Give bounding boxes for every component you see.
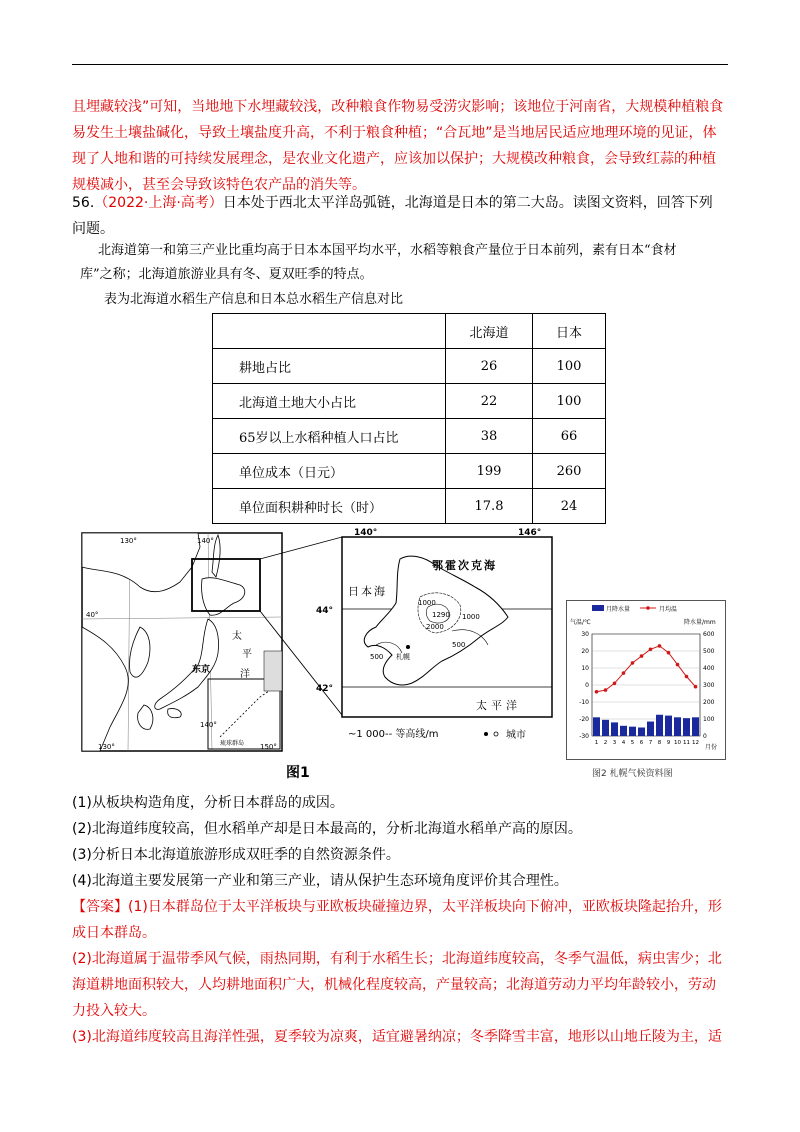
sapporo-label: 札幌 (396, 653, 410, 661)
y-right-axis-label: 降水量/mm (684, 619, 716, 626)
x-tick-label: 2 (603, 740, 608, 746)
table-cell: 66 (533, 419, 606, 454)
contour-label: 1000 (418, 599, 436, 607)
table-cell: 北海道土地大小占比 (213, 384, 446, 419)
precip-bar (647, 722, 654, 736)
question-number: 56. (72, 195, 95, 211)
table-cell: 17.8 (446, 489, 533, 524)
precip-bar (620, 726, 627, 736)
precip-bar (683, 718, 690, 736)
table-header-cell: 日本 (533, 314, 606, 349)
x-tick-label: 4 (621, 740, 626, 746)
table-row (213, 384, 606, 419)
climate-chart (566, 600, 726, 760)
x-unit-label: 月份 (705, 744, 718, 751)
table-cell: 65岁以上水稻种植人口占比 (213, 419, 446, 454)
y-left-tick-label: 10 (581, 665, 589, 672)
x-tick-label: 1 (594, 740, 599, 746)
answer-line: 海道耕地面积较大，人均耕地面积广大，机械化程度较高，产量较高；北海道劳动力平均年龄较小，劳动 (72, 977, 716, 993)
table-cell: 22 (446, 384, 533, 419)
japan-sea-label: 日本海 (348, 585, 387, 598)
sapporo-city-marker (406, 645, 410, 649)
precip-bar (593, 717, 600, 736)
hokkaido-lon-label: 140° (354, 528, 378, 538)
precip-bar (665, 716, 672, 736)
y-right-tick-label: 200 (703, 699, 715, 706)
question-stem (72, 190, 728, 242)
question-source: （2022·上海·高考） (94, 195, 223, 211)
tokyo-label: 东京 (192, 665, 211, 675)
y-left-tick-label: 20 (581, 648, 589, 655)
temp-point (667, 651, 671, 655)
precip-bar (611, 722, 618, 736)
temp-point (676, 663, 680, 667)
figure2-caption: 图2 札幌气候资料图 (592, 769, 673, 779)
y-right-tick-label: 0 (703, 733, 707, 740)
y-right-tick-label: 100 (703, 716, 715, 723)
answer-line: 力投入较大。 (72, 1003, 156, 1019)
sub-question: (2)北海道纬度较高，但水稻单产却是日本最高的，分析北海道水稻单产高的原因。 (72, 821, 582, 837)
x-tick-label: 11 (683, 740, 690, 746)
x-tick-label: 10 (674, 740, 681, 746)
japan-lon-label: 130° (98, 743, 115, 751)
pacific-label: 太平洋 (476, 699, 521, 712)
hokkaido-lat-label: 44° (316, 606, 334, 616)
japan-lon-label: 140° (197, 537, 214, 545)
precip-bar (656, 715, 663, 736)
answer-tag: 【答案】 (72, 899, 128, 915)
table-cell: 100 (533, 384, 606, 419)
x-tick-label: 12 (692, 740, 699, 746)
sub-question: (4)北海道主要发展第一产业和第三产业，请从保护生态环境角度评价其合理性。 (72, 873, 568, 889)
precip-bar (629, 727, 636, 736)
x-tick-label: 3 (612, 740, 617, 746)
rice-production-table (212, 313, 606, 524)
legend-line-marker (646, 606, 650, 610)
material-text: 北海道第一和第三产业比重均高于日本本国平均水平，水稻等粮食产量位于日本前列，素有日本“食材 (98, 243, 677, 258)
table-cell: 耕地占比 (213, 349, 446, 384)
legend-bar-swatch (592, 605, 604, 611)
x-tick-label: 9 (666, 740, 671, 746)
contour-legend: ~1 000-- 等高线/m (348, 729, 439, 740)
temp-point (595, 690, 599, 694)
table-cell: 100 (533, 349, 606, 384)
y-left-tick-label: -30 (579, 733, 589, 740)
city-legend-circle (494, 732, 498, 736)
answer-line: (2)北海道属于温带季风气候，雨热同期，有利于水稻生长；北海道纬度较高，冬季气温低，病虫害少；北 (72, 951, 722, 967)
temp-point (658, 644, 662, 648)
precip-bar (602, 720, 609, 736)
figure1-label: 图1 (286, 765, 310, 781)
precip-bar (638, 728, 645, 737)
table-cell: 38 (446, 419, 533, 454)
ocean-label-char: 平 (242, 649, 252, 660)
question-stem-text: 问题。 (72, 221, 114, 237)
answer-line: 成日本群岛。 (72, 925, 156, 941)
temp-point (631, 661, 635, 665)
y-right-tick-label: 500 (703, 648, 715, 655)
y-left-tick-label: -10 (579, 699, 589, 706)
city-legend-dot (484, 732, 488, 736)
table-header-cell: 北海道 (446, 314, 533, 349)
precip-bar (692, 717, 699, 736)
table-cell: 199 (446, 454, 533, 489)
figure1-maps (80, 527, 560, 762)
temp-point (685, 675, 689, 679)
question-stem-text: 日本处于西北太平洋岛弧链，北海道是日本的第二大岛。读图文资料，回答下列 (222, 195, 713, 211)
continued-answer-line: 现了人地和谐的可持续发展理念，是农业文化遗产，应该加以保护；大规模改种粮食，会导致红蒜的种植 (72, 151, 716, 167)
precip-bar (674, 717, 681, 736)
sub-question: (3)分析日本北海道旅游形成双旺季的自然资源条件。 (72, 847, 400, 863)
temp-point (640, 654, 644, 658)
continued-answer-line: 规模减小，甚至会导致该特色农产品的消失等。 (72, 177, 366, 193)
legend-precip-label: 月降水量 (606, 606, 631, 613)
table-header-row (213, 314, 606, 349)
x-tick-label: 7 (648, 740, 653, 746)
table-cell: 单位面积耕种时长（时） (213, 489, 446, 524)
contour-label: 500 (452, 641, 466, 649)
answer-line: (3)北海道纬度较高且海洋性强，夏季较为凉爽，适宜避暑纳凉；冬季降雪丰富，地形以山地丘陵为主，适 (72, 1029, 722, 1045)
table-cell: 26 (446, 349, 533, 384)
continued-answer (72, 94, 728, 198)
table-cell: 24 (533, 489, 606, 524)
ocean-label-char: 太 (232, 631, 242, 642)
contour-label: 2000 (426, 623, 444, 631)
table-row (213, 349, 606, 384)
contour-label: 500 (370, 653, 384, 661)
answer-block (72, 894, 728, 1050)
temp-point (604, 688, 608, 692)
ryukyu-label: 琉球群岛 (220, 740, 245, 747)
x-tick-label: 5 (630, 740, 635, 746)
table-caption: 表为北海道水稻生产信息和日本总水稻生产信息对比 (104, 292, 404, 307)
y-right-tick-label: 300 (703, 682, 715, 689)
japan-lon-label: 130° (120, 537, 137, 545)
sub-question: (1)从板块构造角度，分析日本群岛的成因。 (72, 795, 344, 811)
japan-lon-label: 140° (200, 721, 217, 729)
y-right-tick-label: 600 (703, 631, 715, 638)
continued-answer-line: 易发生土壤盐碱化，导致土壤盐度升高，不利于粮食种植；“合瓦地”是当地居民适应地理环境的见证，体 (72, 125, 717, 141)
hokkaido-lon-label: 146° (518, 528, 542, 538)
header-rule (72, 64, 728, 65)
sub-questions (72, 790, 728, 894)
contour-label: 1000 (462, 613, 480, 621)
temp-point (649, 648, 653, 652)
table-row (213, 419, 606, 454)
y-left-tick-label: 30 (581, 631, 589, 638)
japan-lon-label: 150° (260, 743, 277, 751)
contour-label: 1290 (432, 611, 450, 619)
okhotsk-sea-label: 鄂霍次克海 (432, 559, 497, 572)
temp-point (613, 682, 617, 686)
hokkaido-lat-label: 42° (316, 684, 334, 694)
y-left-tick-label: -20 (579, 716, 589, 723)
table-cell: 单位成本（日元） (213, 454, 446, 489)
answer-line: (1)日本群岛位于太平洋板块与亚欧板块碰撞边界，太平洋板块向下俯冲，亚欧板块隆起抬升，形 (128, 899, 722, 915)
temp-point (622, 671, 626, 675)
x-tick-label: 6 (639, 740, 644, 746)
x-tick-label: 8 (657, 740, 662, 746)
table-header-cell (213, 314, 446, 349)
ocean-label-char: 洋 (240, 669, 250, 680)
legend-temp-label: 月均温 (659, 606, 678, 613)
table-cell: 260 (533, 454, 606, 489)
y-right-tick-label: 400 (703, 665, 715, 672)
temp-point (694, 685, 698, 689)
y-left-tick-label: 0 (585, 682, 589, 689)
city-legend-label: 城市 (506, 730, 526, 741)
japan-lat-label: 40° (86, 611, 99, 619)
table-row (213, 454, 606, 489)
material-text: 库”之称；北海道旅游业具有冬、夏双旺季的特点。 (80, 267, 373, 282)
table-row (213, 489, 606, 524)
y-left-axis-label: 气温/℃ (570, 619, 591, 626)
continued-answer-line: 且埋藏较浅”可知，当地地下水埋藏较浅，改种粮食作物易受涝灾影响；该地位于河南省，大规模种植粮食 (72, 99, 724, 115)
